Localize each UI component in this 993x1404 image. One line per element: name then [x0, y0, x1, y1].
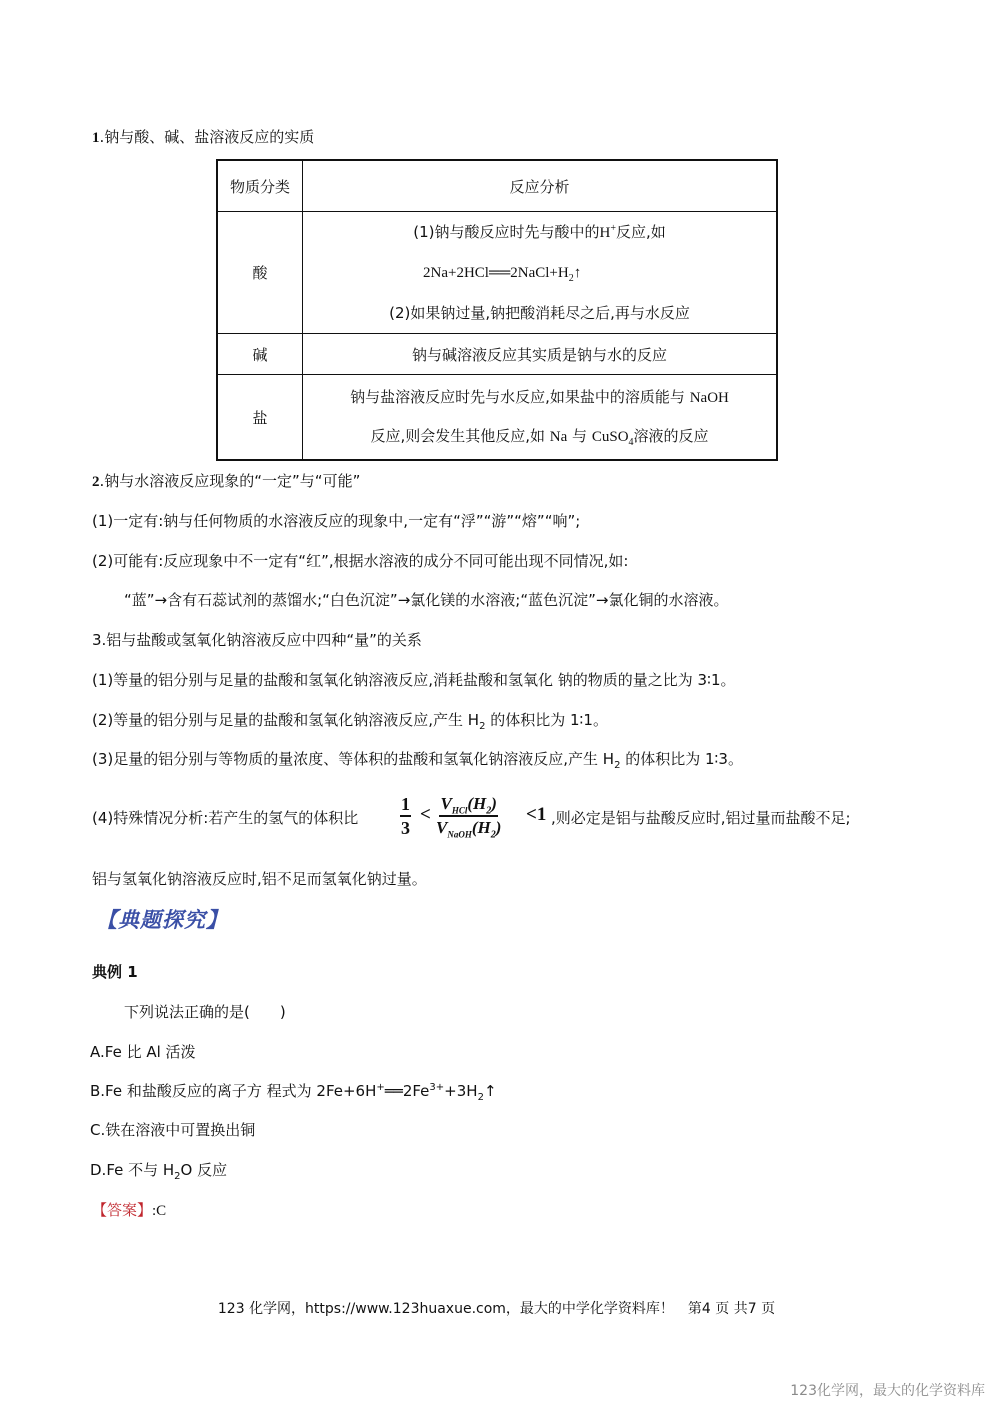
section-3-para-3: (3)足量的铝分别与等物质的量浓度、等体积的盐酸和氢氧化钠溶液反应,产生 $H_2$ 的体积比为 1∶3。 [92, 750, 743, 771]
acid-line-3: (2)如果钠过量,钠把酸消耗尽之后,再与水反应 [389, 304, 690, 322]
example-label: 典例 1 [92, 963, 138, 981]
reaction-table [216, 159, 778, 461]
salt-line-1: 钠与盐溶液反应时先与水反应,如果盐中的溶质能与 NaOH [350, 388, 729, 406]
section-heading: 【典题探究】 [96, 908, 228, 932]
table-header-row [217, 160, 777, 212]
section-2-title: 2.钠与水溶液反应现象的“一定”与“可能” [92, 472, 361, 490]
page-footer: 123 化学网，https://www.123huaxue.com，最大的中学化学资料库！ 第4 页 共7 页 [217, 1301, 776, 1317]
acid-equation: $2Na+2HCl══2NaCl+H_2↑$ [423, 265, 582, 284]
table-row [217, 334, 777, 375]
table-header-analysis: 反应分析 [303, 160, 778, 212]
section-2-para-1: (1)一定有:钠与任何物质的水溶液反应的现象中,一定有“浮”“游”“熔”“响”; [92, 512, 581, 530]
table-header-category: 物质分类 [217, 160, 303, 212]
section-3-para-4-tail: ,则必定是铝与盐酸反应时,铝过量而盐酸不足; [551, 809, 851, 827]
fraction-one-third: $\frac{1}{3}$ [401, 794, 410, 838]
section-1-title: 1.钠与酸、碱、盐溶液反应的实质 [92, 128, 315, 146]
answer: 【答案】:C [92, 1201, 167, 1219]
table-row [217, 212, 777, 334]
row-label-acid: 酸 [217, 212, 303, 334]
example-question: 下列说法正确的是( ) [124, 1003, 286, 1021]
row-content-salt [303, 375, 778, 461]
salt-line-2: 反应,则会发生其他反应,如 Na 与 CuSO$_4$溶液的反应 [370, 427, 709, 448]
row-content-acid [303, 212, 778, 334]
section-2-para-3: “蓝”→含有石蕊试剂的蒸馏水;“白色沉淀”→氯化镁的水溶液;“蓝色沉淀”→氯化铜的水溶液。 [124, 591, 729, 609]
section-3-para-1: (1)等量的铝分别与足量的盐酸和氢氧化钠溶液反应,消耗盐酸和氢氧化 钠的物质的量之比为 3∶1。 [92, 671, 736, 689]
table-row [217, 375, 777, 461]
section-3-para-5: 铝与氢氧化钠溶液反应时,铝不足而氢氧化钠过量。 [92, 870, 427, 888]
answer-label: 【答案】 [92, 1201, 153, 1219]
option-d: D.Fe 不与 $H_2O$ 反应 [90, 1161, 228, 1182]
fraction-volume-ratio: $V_{HCl}(H_2)$ $V_{NaOH}(H_2)$ [436, 794, 502, 841]
row-label-salt: 盐 [217, 375, 303, 461]
less-than-sign: < [420, 804, 431, 825]
option-c: C.铁在溶液中可置换出铜 [90, 1121, 256, 1139]
section-3-title: 3.铝与盐酸或氢氧化钠溶液反应中四种“量”的关系 [92, 631, 422, 649]
option-b: B.Fe 和盐酸反应的离子方 程式为 $2Fe+6H^+══2Fe^{3+}+3H_2↑$ [90, 1082, 497, 1103]
acid-line-1: (1)钠与酸反应时先与酸中的H+反应,如 [413, 223, 666, 241]
row-content-base: 钠与碱溶液反应其实质是钠与水的反应 [303, 334, 778, 375]
section-3-para-4-text: (4)特殊情况分析:若产生的氢气的体积比 [92, 809, 359, 827]
row-label-base: 碱 [217, 334, 303, 375]
section-2-para-2: (2)可能有:反应现象中不一定有“红”,根据水溶液的成分不同可能出现不同情况,如: [92, 552, 629, 570]
section-3-para-2: (2)等量的铝分别与足量的盐酸和氢氧化钠溶液反应,产生 $H_2$ 的体积比为 1∶1。 [92, 711, 608, 732]
option-a: A.Fe 比 Al 活泼 [90, 1043, 196, 1061]
watermark: 123化学网，最大的化学资料库 [790, 1383, 985, 1399]
less-than-one: <1 [526, 804, 547, 825]
